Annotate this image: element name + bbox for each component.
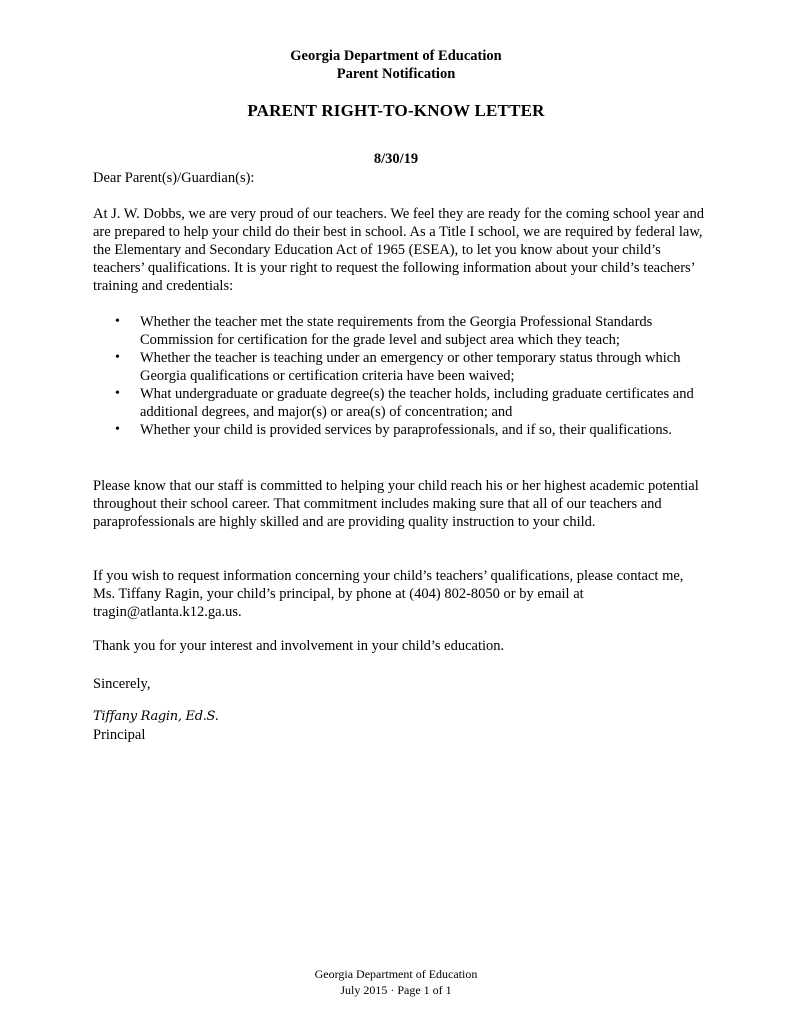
contact-paragraph: If you wish to request information concerning your child’s teachers’ qualifications, please contact me, Ms. Tiffany Ragin, your child’s principal, by phone at (404) 802-8050 or by email at tragin@atlanta.k12.ga.us. [93, 568, 684, 620]
qualification-list [93, 313, 705, 439]
notification-type: Parent Notification [336, 66, 456, 82]
letter-date: 8/30/19 [373, 151, 419, 167]
letter-title: PARENT RIGHT-TO-KNOW LETTER [247, 101, 545, 120]
thanks-paragraph: Thank you for your interest and involvement in your child’s education. [93, 638, 505, 654]
list-item-text: What undergraduate or graduate degree(s) the teacher holds, including graduate certificates and additional degrees, and major(s) or area(s) of concentration; and [140, 386, 694, 420]
organization-name: Georgia Department of Education [290, 48, 502, 64]
list-item [93, 313, 705, 349]
list-item-text: Whether your child is provided services by paraprofessionals, and if so, their qualifications. [140, 422, 672, 438]
list-item [93, 385, 705, 421]
footer-page-info: July 2015 · Page 1 of 1 [340, 983, 452, 997]
bullet-icon: • [115, 350, 120, 365]
bullet-icon: • [115, 386, 120, 401]
letterhead [0, 47, 792, 83]
bullet-icon: • [115, 314, 120, 329]
salutation: Dear Parent(s)/Guardian(s): [93, 170, 255, 186]
closing: Sincerely, [93, 676, 151, 692]
page-footer [0, 966, 792, 998]
list-item [93, 349, 705, 385]
list-item-text: Whether the teacher is teaching under an emergency or other temporary status through which Georgia qualifications or certification criteria have been waived; [140, 350, 681, 384]
commitment-paragraph: Please know that our staff is committed to helping your child reach his or her highest academic potential throughout their school career. That commitment includes making sure that all of our teachers and paraprofessionals are highly skilled and are providing quality instruction to your child. [93, 478, 699, 530]
intro-paragraph: At J. W. Dobbs, we are very proud of our teachers. We feel they are ready for the coming school year and are prepared to help your child do their best in school. As a Title I school, we are required by federal law, the Elementary and Secondary Education Act of 1965 (ESEA), to let you know about your child’s teachers’ qualifications. It is your right to request the following information about your child’s teachers’ training and credentials: [93, 206, 704, 294]
signature: Tiffany Ragin, Ed.S. [93, 709, 219, 724]
list-item [93, 421, 705, 439]
signer-title: Principal [93, 727, 146, 743]
bullet-icon: • [115, 422, 120, 437]
list-item-text: Whether the teacher met the state requirements from the Georgia Professional Standards Commission for certification for the grade level and subject area which they teach; [140, 314, 653, 348]
footer-organization: Georgia Department of Education [314, 967, 478, 981]
